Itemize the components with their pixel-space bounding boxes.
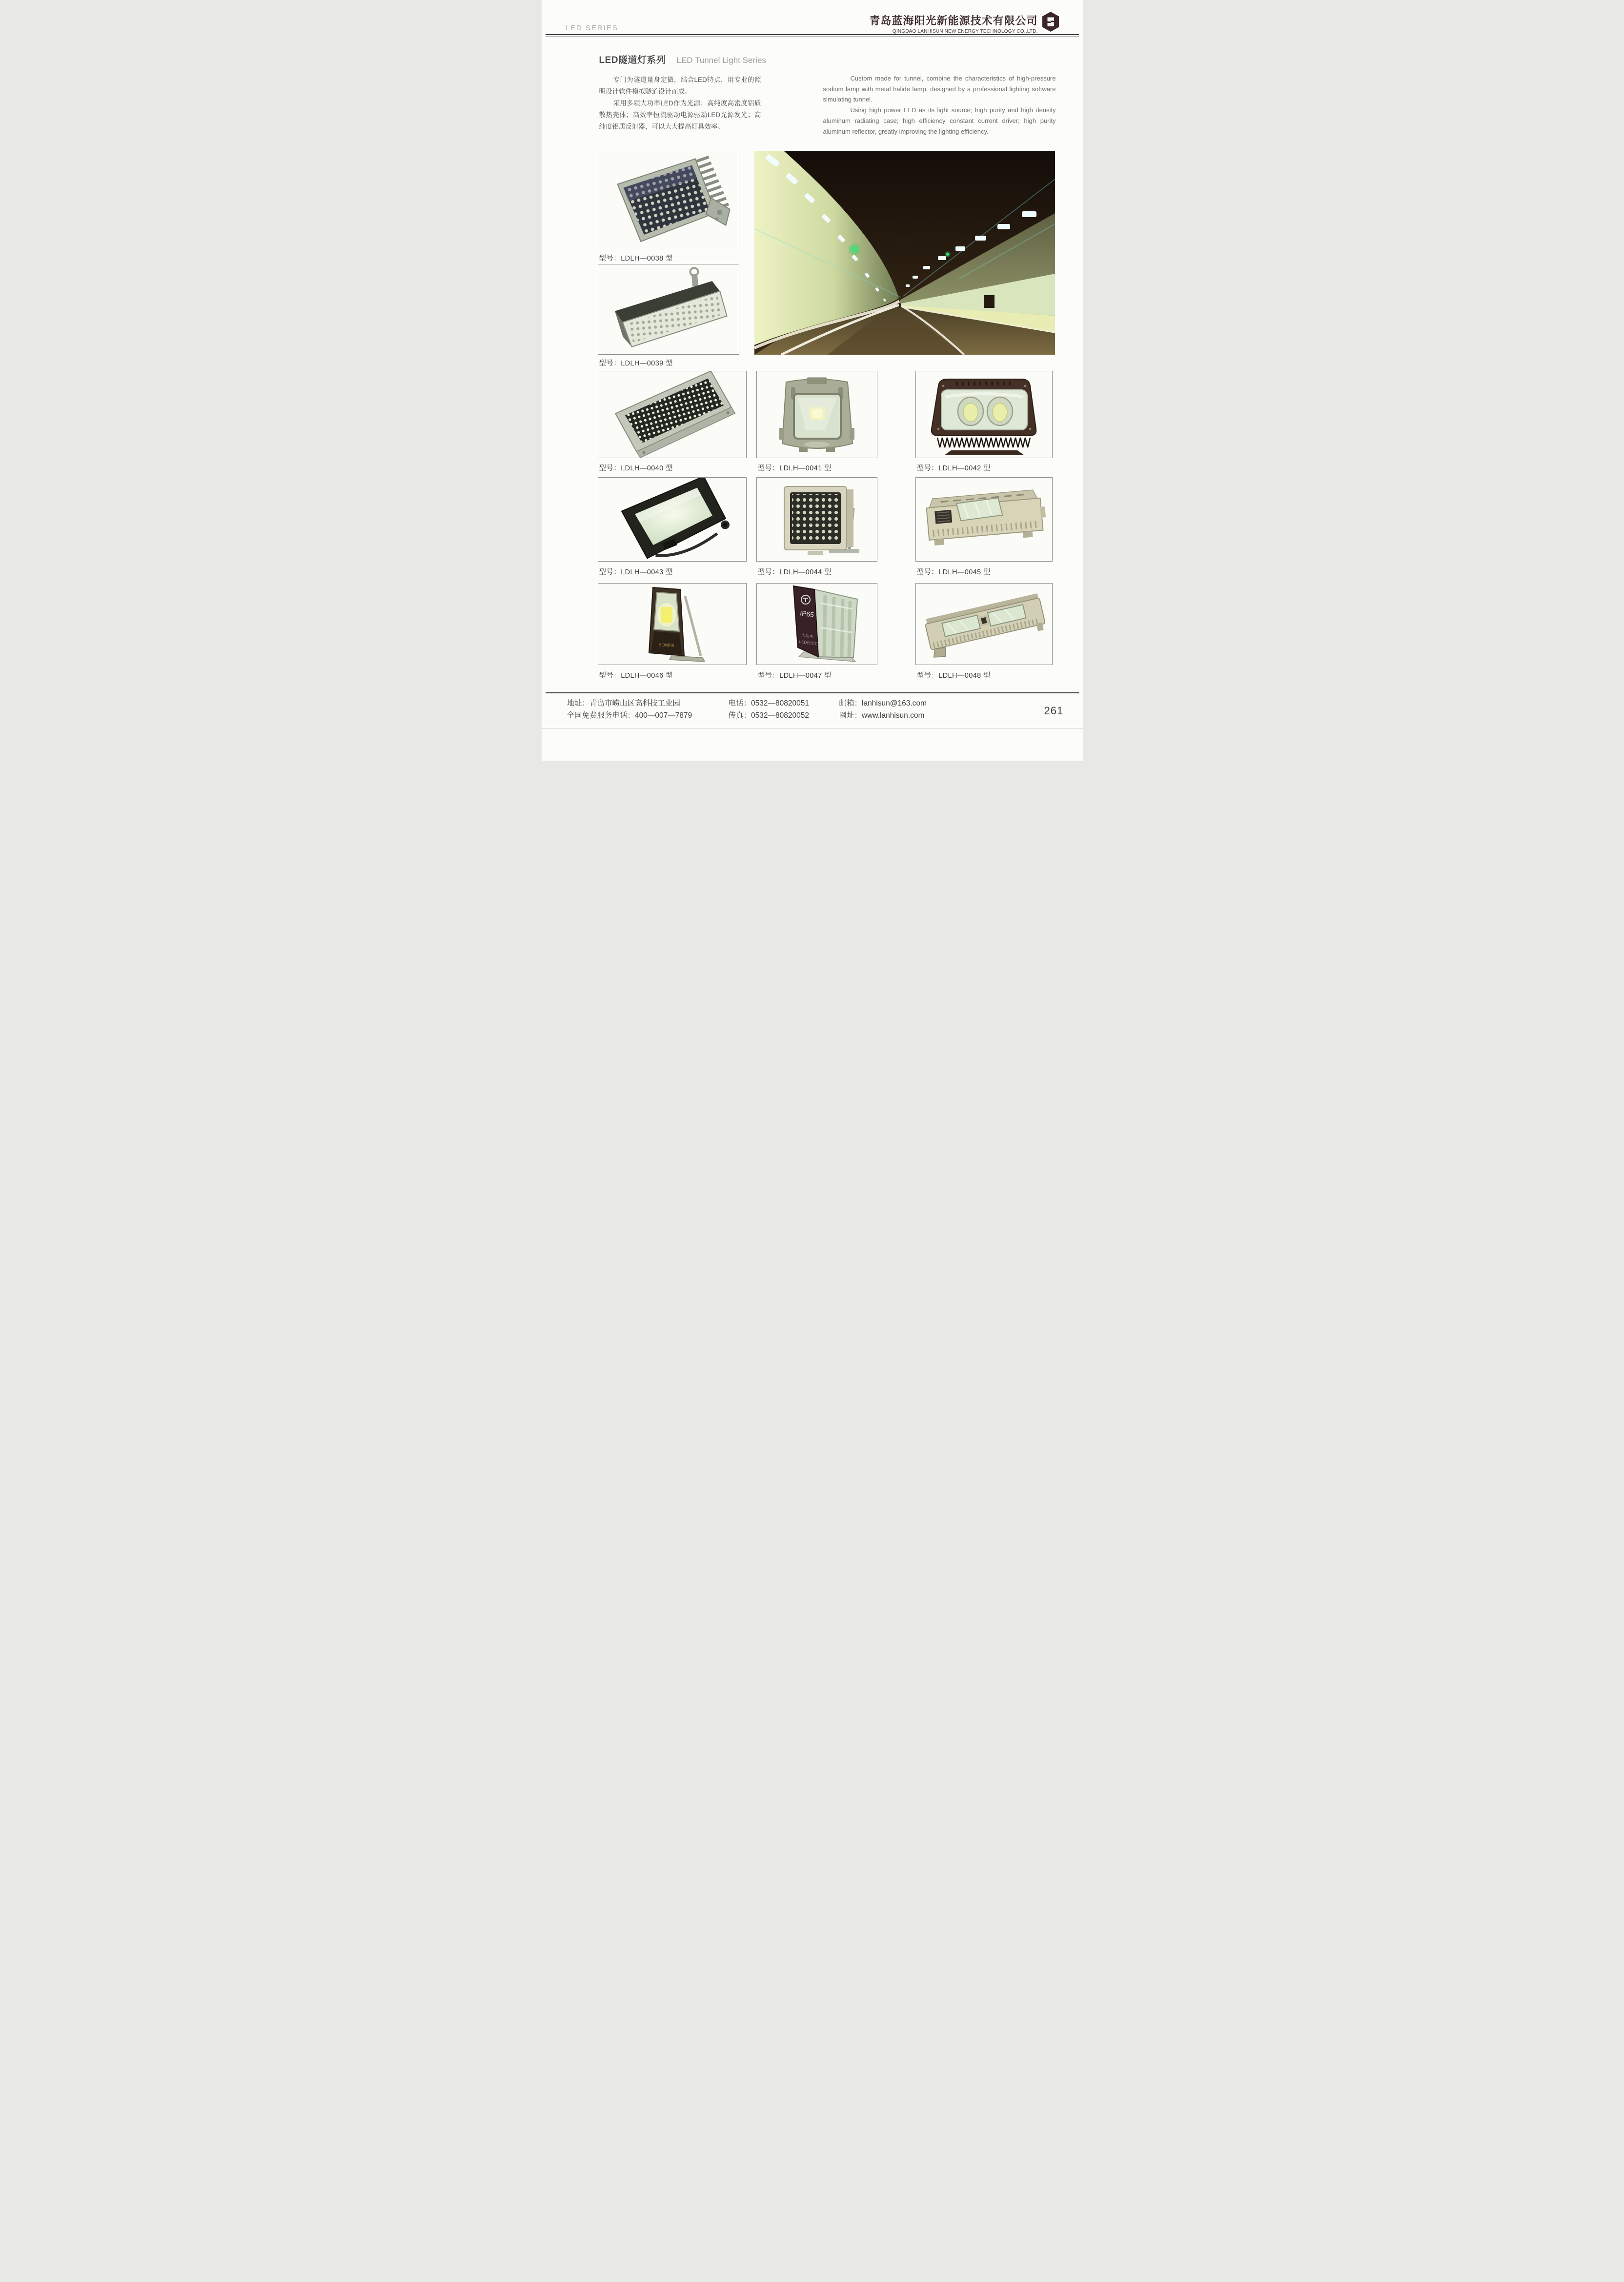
ldlh-0040-image: [598, 371, 746, 458]
catalog-page: [542, 0, 1083, 761]
ldlh-0038-image: [598, 151, 739, 252]
footer-tel: 电话：0532—80820051: [728, 699, 809, 707]
page-number: 261: [1044, 705, 1064, 717]
ldlh-0045-image: [916, 478, 1052, 561]
sonpis-brand-text: SONPIS: [658, 642, 674, 648]
intro-en-paragraph-1: Custom made for tunnel, combine the characteristics of high-pressure sodium lamp with metal halide lamp, designed by a professional lighting software simulating tunnel.: [823, 75, 1056, 103]
footer-address: 地址：青岛市崂山区高科技工业园: [567, 699, 681, 707]
product-model-label-ldlh-0048: 型号：LDLH—0048 型: [916, 672, 991, 680]
product-photo-ldlh-0044: [756, 477, 877, 562]
product-photo-ldlh-0043: [598, 477, 747, 562]
footer-hotline: 全国免费服务电话：400—007—7879: [567, 711, 692, 720]
footer-web-block: [839, 697, 927, 722]
intro-cn-paragraph-2: 采用多颗大功率LED作为光源；高纯度高密度铝质散热壳体；高效率恒流驱动电源驱动LED光源发光；高纯度铝质反射器，可以大大提高灯具效率。: [599, 100, 761, 130]
product-model-label-ldlh-0042: 型号：LDLH—0042 型: [916, 464, 991, 472]
power-mark-text: 大功率: [801, 633, 813, 639]
product-model-label-ldlh-0047: 型号：LDLH—0047 型: [757, 672, 832, 680]
footer-email: 邮箱：lanhisun@163.com: [839, 699, 927, 707]
company-name-cn: 青岛蓝海阳光新能源技术有限公司: [869, 15, 1038, 27]
intro-paragraphs-en: [823, 73, 1056, 137]
product-model-label-ldlh-0044: 型号：LDLH—0044 型: [757, 568, 832, 576]
page-title-en: LED Tunnel Light Series: [676, 56, 766, 65]
ldlh-0043-image: [598, 478, 746, 561]
company-block: [869, 13, 1037, 34]
product-model-label-ldlh-0040: 型号：LDLH—0040 型: [599, 464, 673, 472]
product-model-label-ldlh-0038: 型号：LDLH—0038 型: [599, 255, 673, 263]
product-model-label-ldlh-0041: 型号：LDLH—0041 型: [757, 464, 832, 472]
product-photo-ldlh-0045: [915, 477, 1053, 562]
product-photo-ldlh-0047: [756, 583, 877, 665]
tunnel-photo: [754, 151, 1055, 355]
footer-divider: [546, 692, 1079, 693]
page-title-cn: LED隧道灯系列: [599, 55, 666, 65]
header-divider: [546, 34, 1079, 35]
product-photo-ldlh-0046: [598, 583, 747, 665]
page-title: [599, 53, 766, 66]
product-photo-ldlh-0040: [598, 371, 747, 458]
intro-en-paragraph-2: Using high power LED as its light source; high purity and high density aluminum radiating case; high efficiency constant current driver; high purity aluminum reflector, greatly improving the lighting efficiency.: [823, 106, 1056, 135]
product-model-label-ldlh-0045: 型号：LDLH—0045 型: [916, 568, 991, 576]
intro-cn-paragraph-1: 专门为隧道量身定做，结合LED特点，用专业的照明设计软件模拟隧道设计而成。: [599, 76, 761, 95]
ldlh-0039-image: [598, 264, 739, 354]
product-photo-ldlh-0042: [915, 371, 1053, 458]
company-name-en: QINGDAO LANHISUN NEW ENERGY TECHNOLOGY CO.,LTD.: [892, 29, 1038, 34]
ldlh-0044-image: [757, 478, 877, 561]
footer-fax: 传真：0532—80820052: [728, 711, 809, 720]
footer-phone-block: [729, 697, 809, 722]
product-photo-ldlh-0041: [756, 371, 877, 458]
ldlh-0046-image: [598, 584, 746, 665]
company-logo-icon: [1042, 12, 1059, 32]
series-label: LED SERIES: [565, 24, 618, 32]
product-photo-ldlh-0038: [598, 151, 739, 252]
product-photo-ldlh-0039: [598, 264, 739, 355]
ldlh-0041-image: [757, 371, 877, 458]
intro-paragraphs-cn: [599, 74, 761, 133]
footer-address-block: [567, 697, 692, 722]
led-flood-mark-text: LED投光灯: [798, 639, 819, 646]
product-model-label-ldlh-0043: 型号：LDLH—0043 型: [599, 568, 673, 576]
product-model-label-ldlh-0046: 型号：LDLH—0046 型: [599, 672, 673, 680]
ldlh-0047-image: [757, 584, 877, 665]
ldlh-0048-image: [916, 584, 1052, 665]
product-model-label-ldlh-0039: 型号：LDLH—0039 型: [599, 360, 673, 367]
footer-website: 网址：www.lanhisun.com: [839, 711, 925, 720]
tunnel-photo-image: [754, 151, 1055, 355]
ldlh-0042-image: [916, 371, 1052, 458]
product-photo-ldlh-0048: [915, 583, 1053, 665]
header-divider-thin: [546, 36, 1079, 37]
ip65-mark-text: IP65: [799, 609, 814, 619]
